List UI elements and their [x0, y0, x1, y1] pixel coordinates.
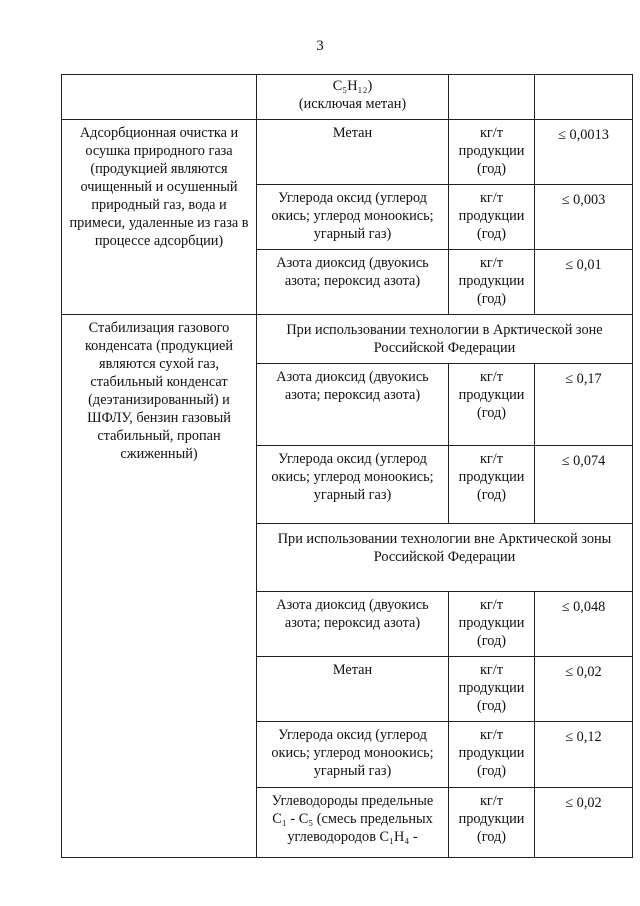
substance-line: (исключая метан)	[298, 96, 407, 112]
substance-line: Углеводороды предельные	[271, 793, 434, 809]
unit-cell: кг/т продукции (год)	[449, 120, 535, 185]
emissions-table	[61, 74, 633, 858]
substance-cell: Азота диоксид (двуокись азота; пероксид азота)	[257, 592, 449, 657]
value-cell: ≤ 0,01	[535, 250, 633, 315]
substance-cell	[257, 788, 449, 858]
process-cell: Стабилизация газового конденсата (продукцией являются сухой газ, стабильный конденсат (деэтанизированный) и ШФЛУ, бензин газовый стабильный, пропан сжиженный)	[62, 315, 257, 858]
substance-line: C₁ - C₅ (смесь предельных	[272, 811, 433, 827]
unit-cell: кг/т продукции (год)	[449, 446, 535, 524]
table-row	[62, 120, 633, 185]
value-cell: ≤ 0,048	[535, 592, 633, 657]
value-cell: ≤ 0,003	[535, 185, 633, 250]
value-cell: ≤ 0,074	[535, 446, 633, 524]
section-header: При использовании технологии в Арктической зоне Российской Федерации	[257, 315, 633, 364]
unit-cell: кг/т продукции (год)	[449, 788, 535, 858]
process-cell	[62, 75, 257, 120]
value-cell: ≤ 0,0013	[535, 120, 633, 185]
unit-cell: кг/т продукции (год)	[449, 657, 535, 722]
value-cell: ≤ 0,12	[535, 722, 633, 788]
value-cell: ≤ 0,17	[535, 364, 633, 446]
unit-cell: кг/т продукции (год)	[449, 250, 535, 315]
substance-line: углеводородов C₁H₄ -	[287, 829, 418, 845]
value-cell	[535, 75, 633, 120]
unit-cell	[449, 75, 535, 120]
substance-cell	[257, 75, 449, 120]
unit-cell: кг/т продукции (год)	[449, 185, 535, 250]
section-header-line: При использовании технологии вне Арктической зоны	[277, 531, 612, 547]
value-cell: ≤ 0,02	[535, 788, 633, 858]
unit-cell: кг/т продукции (год)	[449, 722, 535, 788]
process-cell: Адсорбционная очистка и осушка природного газа (продукцией являются очищенный и осушенный природный газ, вода и примеси, удаленные из газа в процессе адсорбции)	[62, 120, 257, 315]
unit-cell: кг/т продукции (год)	[449, 592, 535, 657]
substance-cell: Метан	[257, 657, 449, 722]
substance-cell: Азота диоксид (двуокись азота; пероксид азота)	[257, 364, 449, 446]
value-cell: ≤ 0,02	[535, 657, 633, 722]
substance-cell: Углерода оксид (углерод окись; углерод моноокись; угарный газ)	[257, 722, 449, 788]
substance-line: C₅H₁₂)	[332, 78, 373, 94]
substance-cell: Углерода оксид (углерод окись; углерод моноокись; угарный газ)	[257, 185, 449, 250]
substance-cell: Метан	[257, 120, 449, 185]
section-header	[257, 524, 633, 592]
section-header-line: Российской Федерации	[373, 549, 516, 565]
table-row	[62, 75, 633, 120]
substance-cell: Азота диоксид (двуокись азота; пероксид азота)	[257, 250, 449, 315]
table-row	[62, 315, 633, 364]
substance-cell: Углерода оксид (углерод окись; углерод моноокись; угарный газ)	[257, 446, 449, 524]
page-number: 3	[316, 38, 324, 54]
unit-cell: кг/т продукции (год)	[449, 364, 535, 446]
